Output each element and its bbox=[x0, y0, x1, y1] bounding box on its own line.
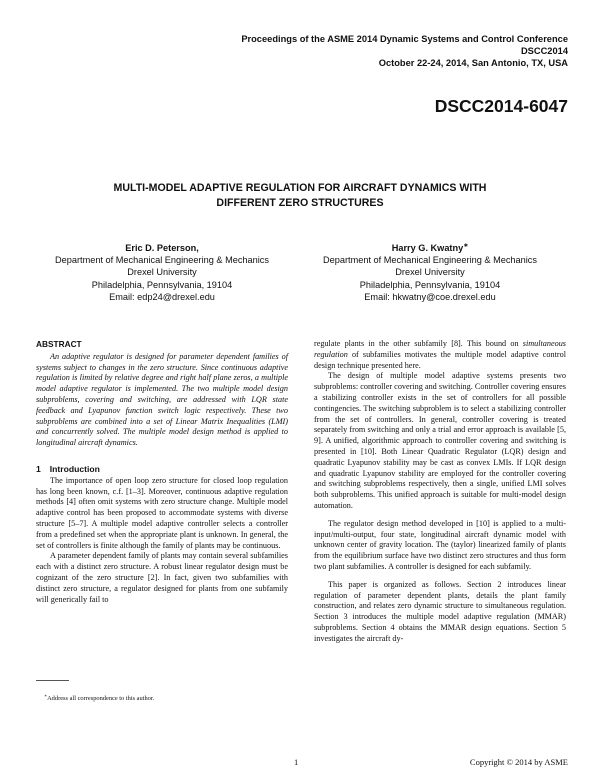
emphasis: simultaneous regulation bbox=[314, 339, 566, 359]
paragraph: regulate plants in the other subfamily [8]. This bound on simultaneous regulation of subfamilies motivates the multiple model adaptive control design technique presented here. bbox=[314, 339, 566, 370]
correspondence-marker: ∗ bbox=[463, 243, 469, 249]
author-department: Department of Mechanical Engineering & Mechanics bbox=[55, 255, 269, 266]
paragraph: The importance of open loop zero structure for closed loop regulation has long been known, c.f. [1–3]. Moreover, continuous adaptive regulation methods [4] often omit systems with zero structure change. Multiple model adaptive control has been proposed to accommodate systems with diverse structure [5–7]. A multiple model adaptive controller selects a controller from a predefined set when the appropriate plant is unknown. In general, the set of controllers is finite although the family of plants may be continuous. bbox=[36, 475, 288, 550]
footnote bbox=[44, 693, 154, 702]
paper-id: DSCC2014-6047 bbox=[434, 96, 568, 116]
title-line-1: MULTI-MODEL ADAPTIVE REGULATION FOR AIRCRAFT DYNAMICS WITH bbox=[113, 182, 487, 194]
page-number: 1 bbox=[294, 757, 299, 767]
author-department: Department of Mechanical Engineering & Mechanics bbox=[323, 255, 537, 266]
footnote-text: Address all correspondence to this author. bbox=[47, 695, 155, 702]
author-email: Email: edp24@drexel.edu bbox=[109, 291, 215, 302]
conference-code: DSCC2014 bbox=[520, 46, 568, 57]
conference-header bbox=[241, 33, 568, 70]
section-heading-introduction bbox=[36, 464, 288, 475]
paper-title bbox=[60, 181, 540, 211]
author-university: Drexel University bbox=[127, 267, 197, 278]
author-name: Eric D. Peterson, bbox=[125, 243, 199, 253]
author-name: Harry G. Kwatny∗ bbox=[391, 243, 469, 253]
abstract-heading: ABSTRACT bbox=[36, 339, 82, 349]
author-city: Philadelphia, Pennsylvania, 19104 bbox=[359, 279, 501, 290]
title-line-2: DIFFERENT ZERO STRUCTURES bbox=[216, 197, 384, 209]
paragraph: This paper is organized as follows. Section 2 introduces linear regulation of parameter dependent plants, details the plant family construction, and relates zero dynamic structure to simultaneous regulation. Section 3 introduces the multiple model adaptive regulation (MMAR) subproblems. Section 4 obtains the MMAR design equations. Section 5 investigates the aircraft dy- bbox=[314, 579, 566, 643]
right-column bbox=[314, 339, 566, 645]
footnote-divider bbox=[36, 680, 69, 681]
author-block-2 bbox=[302, 240, 558, 303]
author-block-1 bbox=[34, 240, 290, 303]
author-email: Email: hkwatny@coe.drexel.edu bbox=[364, 291, 496, 302]
left-column bbox=[36, 339, 288, 605]
author-university: Drexel University bbox=[395, 267, 465, 278]
paragraph: The regulator design method developed in [10] is applied to a multi-input/multi-output, four state, longitudinal aircraft dynamic model with unknown center of gravity location. The (taylor) linearized family of plants from the equilibrium surface have two distinct zero structures and thus form two plant subfamilies. A controller is designed for each subfamily. bbox=[314, 518, 566, 571]
section-number: 1 bbox=[36, 463, 41, 474]
copyright-notice: Copyright © 2014 by ASME bbox=[469, 757, 568, 767]
abstract-text: An adaptive regulator is designed for parameter dependent families of systems subject to changes in the zero structure. Since continuous adaptive regulation is limited by relative degree and right half plane zeros, a multiple model adaptive regulator is implemented. The two multiple model design subproblems, covering and switching, are addressed with LQR state feedback and Lyapunov function switch logic respectively. These two subproblems are combined into a set of Linear Matrix Inequalities (LMI) and concurrently solved. The multiple model design method is applied to longitudinal aircraft dynamics. bbox=[36, 351, 288, 448]
paragraph: The design of multiple model adaptive systems presents two subproblems: controller covering and switching. Controller covering ensures a stabilizing controller exists in the set of controllers for all possible contingencies. The switching subproblem is to select a stabilizing controller from the set of controllers. In general, controller covering is treated separately from switching and only a trial and error approach is available [5, 9]. A unified, algorithmic approach to controller covering and switching is presented in [10]. Both Linear Quadratic Regulator (LQR) design and quadratic Lyapunov stability may be cast as convex LMIs. If LQR design and quadratic Lyapunov stability are employed for the controller covering and switching subproblems respectively, then a single, unified LMI solves both subproblems. This unified approach is suitable for multi-model design automation. bbox=[314, 371, 566, 510]
author-city: Philadelphia, Pennsylvania, 19104 bbox=[91, 279, 233, 290]
conference-date-location: October 22-24, 2014, San Antonio, TX, USA bbox=[378, 58, 568, 69]
footnote-marker: ∗ bbox=[44, 693, 48, 698]
section-title: Introduction bbox=[49, 463, 100, 474]
conference-name: Proceedings of the ASME 2014 Dynamic Systems and Control Conference bbox=[241, 34, 568, 44]
paragraph: A parameter dependent family of plants may contain several subfamilies each with a distinct zero structure. A robust linear regulator design must be cognizant of the zero structure [2]. In fact, given two subfamilies with distinct zero structure, a regulator designed for plants from one subfamily will generically fail to bbox=[36, 551, 288, 604]
